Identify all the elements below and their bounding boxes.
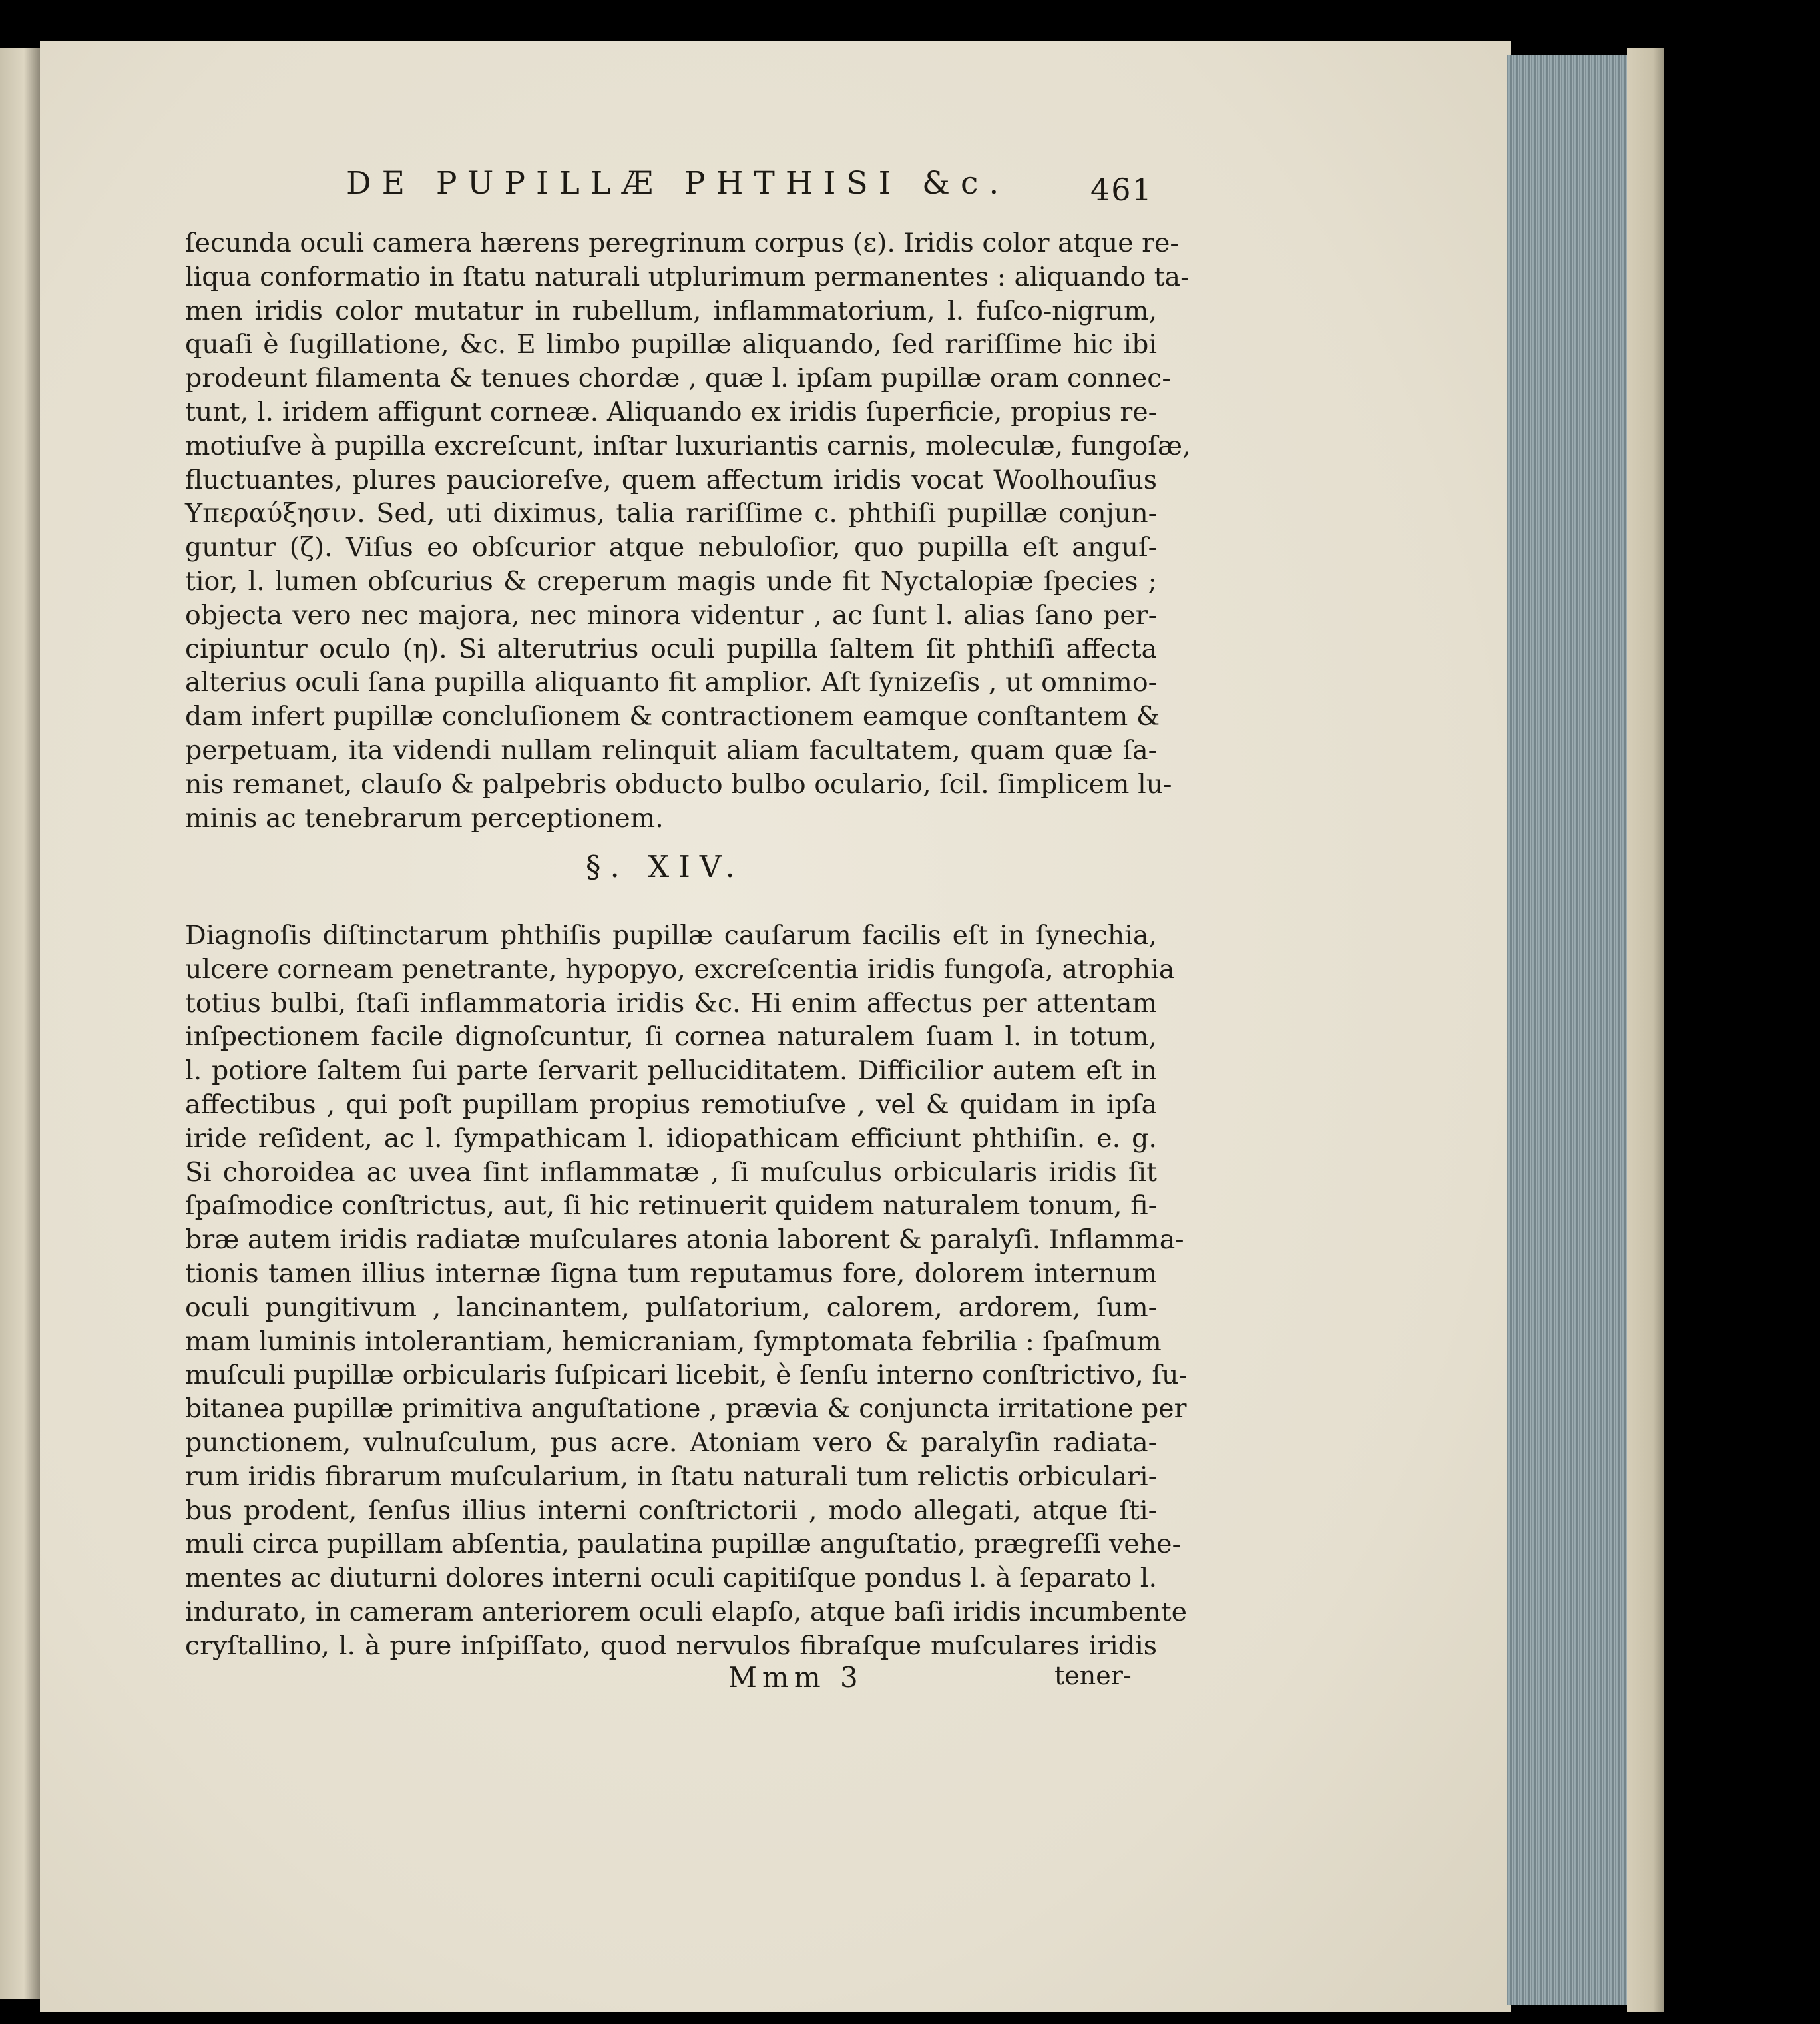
text-line: guntur (ζ). Viſus eo obſcurior atque nebuloſior, quo pupilla eſt anguſ-	[185, 532, 1157, 563]
text-line: cryſtallino, l. à pure inſpiſſato, quod nervulos fibraſque muſculares iridis	[185, 1630, 1157, 1661]
text-line: mam luminis intolerantiam, hemicraniam, ſymptomata febrilia : ſpaſmum	[185, 1326, 1162, 1357]
text-line: fluctuantes, plures paucioreſve, quem affectum iridis vocat Woolhouſius	[185, 464, 1157, 495]
text-line: rum iridis fibrarum muſcularium, in ſtatu naturali tum relictis orbiculari-	[185, 1461, 1157, 1492]
signature-mark: Mmm 3	[728, 1661, 863, 1694]
text-line: muli circa pupillam abſentia, paulatina pupillæ anguſtatio, prægreſſi vehe-	[185, 1529, 1181, 1560]
text-line: tunt, l. iridem affigunt corneæ. Aliquando ex iridis ſuperficie, propius re-	[185, 396, 1157, 427]
text-line: nis remanet, clauſo & palpebris obducto bulbo oculario, ſcil. ſimplicem lu-	[185, 768, 1172, 800]
page-block-edge	[1507, 55, 1627, 2005]
text-line: affectibus , qui poſt pupillam propius remotiuſve , vel & quidam in ipſa	[185, 1089, 1157, 1120]
text-line: bitanea pupillæ primitiva anguſtatione , prævia & conjuncta irritatione per	[185, 1393, 1187, 1425]
text-line: liqua conformatio in ſtatu naturali utplurimum permanentes : aliquando ta-	[185, 261, 1190, 292]
text-line: ulcere corneam penetrante, hypopyo, excreſcentia iridis fungoſa, atrophia	[185, 953, 1175, 985]
text-line: dam infert pupillæ concluſionem & contractionem eamque conſtantem &	[185, 701, 1160, 732]
text-line: prodeunt filamenta & tenues chordæ , quæ l. ipſam pupillæ oram connec-	[185, 363, 1171, 394]
text-line: alterius oculi ſana pupilla aliquanto fit amplior. Aſt ſynizeſis , ut omnimo-	[185, 667, 1157, 698]
text-line: muſculi pupillæ orbicularis ſuſpicari licebit, è ſenſu interno conſtrictivo, ſu-	[185, 1360, 1188, 1391]
text-line: objecta vero nec majora, nec minora videntur , ac ſunt l. alias ſano per-	[185, 599, 1157, 631]
page-number: 461	[1090, 172, 1153, 208]
text-line: perpetuam, ita videndi nullam relinquit aliam facultatem, quam quæ ſa-	[185, 734, 1157, 766]
text-line: bræ autem iridis radiatæ muſculares atonia laborent & paralyſi. Inflamma-	[185, 1224, 1184, 1256]
text-line: men iridis color mutatur in rubellum, inflammatorium, l. fuſco-nigrum,	[185, 295, 1157, 326]
text-line: totius bulbi, ſtaſi inflammatoria iridis &c. Hi enim affectus per attentam	[185, 987, 1157, 1019]
text-line: oculi pungitivum , lancinantem, pulſatorium, calorem, ardorem, ſum-	[185, 1292, 1157, 1323]
text-line: bus prodent, ſenſus illius interni conſtrictorii , modo allegati, atque ſti-	[185, 1495, 1157, 1526]
text-line: ſpaſmodice conſtrictus, aut, ſi hic retinuerit quidem naturalem tonum, fi-	[185, 1190, 1157, 1222]
text-line: quaſi è ſugillatione, &c. E limbo pupillæ aliquando, ſed rariſſime hic ibi	[185, 329, 1157, 360]
text-line: Diagnoſis diſtinctarum phthiſis pupillæ cauſarum facilis eſt in ſynechia,	[185, 920, 1157, 951]
text-line: iride reſident, ac l. ſympathicam l. idiopathicam efficiunt phthiſin. e. g.	[185, 1123, 1157, 1154]
text-line: inſpectionem facile dignoſcuntur, ſi cornea naturalem ſuam l. in totum,	[185, 1021, 1157, 1053]
text-line: indurato, in cameram anteriorem oculi elapſo, atque baſi iridis incumbente	[185, 1596, 1187, 1627]
text-line: Si choroidea ac uvea ſint inflammatæ , ſi muſculus orbicularis iridis ſit	[185, 1156, 1157, 1188]
facing-page-edge	[0, 48, 40, 1999]
text-line: tionis tamen illius internæ ſigna tum reputamus fore, dolorem internum	[185, 1258, 1157, 1289]
text-line: ſecunda oculi camera hærens peregrinum corpus (ε). Iridis color atque re-	[185, 228, 1179, 258]
catchword: tener-	[1054, 1661, 1132, 1690]
text-line: mentes ac diuturni dolores interni oculi capitiſque pondus l. à ſeparato l.	[185, 1563, 1157, 1594]
running-title: DE PUPILLÆ PHTHISI &c.	[346, 165, 1010, 202]
book-cover-edge	[1627, 48, 1664, 2012]
paragraph-2	[185, 919, 1188, 1663]
text-line: motiuſve à pupilla excreſcunt, inſtar luxuriantis carnis, moleculæ, fungoſæ,	[185, 430, 1191, 461]
text-line: punctionem, vulnuſculum, pus acre. Atoniam vero & paralyſin radiata-	[185, 1427, 1157, 1458]
paragraph-1	[185, 226, 1191, 835]
text-line: tior, l. lumen obſcurius & creperum magis unde fit Nyctalopiæ ſpecies ;	[185, 565, 1157, 597]
text-line: cipiuntur oculo (η). Si alterutrius oculi pupilla ſaltem ſit phthiſi affecta	[185, 633, 1157, 664]
section-heading: §. XIV.	[586, 849, 744, 884]
text-line: Υπεραύξησιν. Sed, uti diximus, talia rariſſime c. phthiſi pupillæ conjun-	[185, 498, 1157, 529]
text-line: minis ac tenebrarum perceptionem.	[185, 802, 664, 834]
text-line: l. potiore ſaltem ſui parte ſervarit pelluciditatem. Difficilior autem eſt in	[185, 1055, 1157, 1087]
